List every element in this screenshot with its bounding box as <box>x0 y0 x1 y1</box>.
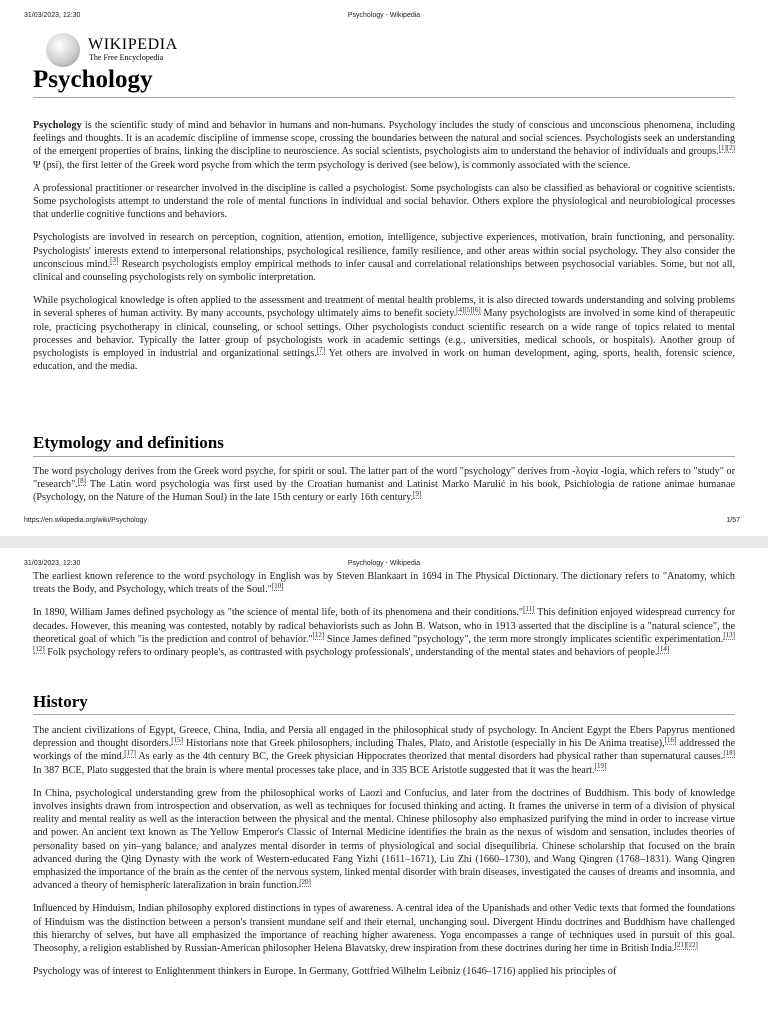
paragraph-practitioner: A professional practitioner or researcher involved in the discipline is called a psychologist. Some psychologists can also be classified as behavioral or cognitive scientists. Some psychologists attempt to understand the role of mental functions in individual and social behavior. Others explore the physiological and neurobiological processes that underlie cognitive functions and behaviors. <box>33 182 735 221</box>
citation[interactable]: [8] <box>77 476 86 485</box>
paragraph-text: The Latin word psychologia was first used by the Croatian humanist and Latinist Marko Marulić in his book, Psichiologia de ratione animae humanae (Psychology, on the Nature of the Human Soul) in the late 15th century or early 16th century. <box>33 479 735 504</box>
paragraph-intro <box>33 119 735 172</box>
paragraph-applications <box>33 294 735 373</box>
paragraph-text: is the scientific study of mind and behavior in humans and non-humans. Psychology includes the study of conscious and unconscious phenomena, including feelings and thoughts. It is an academic discipline of immense scope, crossing the boundaries between the natural and social sciences. Psychologists seek an understanding of the emergent properties of brains, linking the discipline to neuroscience. As social scientists, psychologists aim to understand the behavior of individuals and groups. <box>33 120 735 158</box>
section-heading-history: History <box>33 692 88 711</box>
page-title: Psychology <box>33 66 153 93</box>
citation[interactable]: [16] <box>664 735 677 744</box>
citation[interactable]: [15] <box>171 735 183 744</box>
paragraph-text: The word psychology derives from the Greek word psyche, for spirit or soul. The latter part of the word "psychology" derives from -λογία -logia, which refers to "study" or "research". <box>33 466 735 491</box>
article-body-2 <box>33 465 735 515</box>
citation[interactable]: [9] <box>413 490 422 499</box>
paragraph-text: The ancient civilizations of Egypt, Greece, China, India, and Persia all engaged in the philosophical study of psychology. In Ancient Egypt the Ebers Papyrus mentioned depression and thought disorders. <box>33 725 735 750</box>
citation[interactable]: [19] <box>594 762 607 771</box>
pdf-page-2 <box>0 548 768 1024</box>
paragraph-text: In 1890, William James defined psychology as "the science of mental life, both of its phenomena and their conditions." <box>33 607 524 619</box>
citation[interactable]: [1][2] <box>718 144 735 153</box>
citation[interactable]: [7] <box>316 345 325 354</box>
paragraph-text: Since James defined "psychology", the term more strongly implicates scientific experimentation. <box>324 633 724 645</box>
citation[interactable]: [14] <box>657 644 670 653</box>
citation[interactable]: [4][5][6] <box>456 306 481 315</box>
paragraph-text: The earliest known reference to the word psychology in English was by Steven Blankaart in 1694 in The Physical Dictionary. The dictionary refers to "Anatomy, which treats the Body, and Psychology, which treats of the Soul." <box>33 571 735 596</box>
citation[interactable]: [18] <box>723 749 735 758</box>
globe-icon <box>46 33 80 67</box>
paragraph-text: Folk psychology refers to ordinary people's, as contrasted with psychology professionals', understanding of the mental states and behaviors of people. <box>44 647 658 659</box>
paragraph-text: While psychological knowledge is often applied to the assessment and treatment of mental health problems, it is also directed towards understanding and solving problems in several spheres of human activity. By many accounts, psychology ultimately aims to benefit society. <box>33 295 735 320</box>
logo-tagline: The Free Encyclopedia <box>89 53 164 62</box>
paragraph-ancient-civilizations <box>33 724 735 777</box>
print-date: 31/03/2023, 12:30 <box>24 560 81 567</box>
citation[interactable]: [10] <box>271 581 284 590</box>
paragraph-china <box>33 787 735 893</box>
paragraph-william-james <box>33 606 735 659</box>
paragraph-text: In China, psychological understanding grew from the philosophical works of Laozi and Confucius, and later from the doctrines of Buddhism. This body of knowledge involves insights drawn from introspection and observation, as well as techniques for focused thinking and acting. It frames the universe in term of a division of physical reality and mental reality as well as the interaction between the physical and the mental. Chinese philosophy also emphasized purifying the mind in order to increase virtue and power. An ancient text known as The Yellow Emperor's Classic of Internal Medicine identifies the brain as the nexus of wisdom and sensation, includes theories of personality based on yin–yang balance, and analyzes mental disorder in terms of physiological and social disequilibria. Chinese scholarship that focused on the brain advanced during the Qing Dynasty with the work of Western-educated Fang Yizhi (1611–1671), Liu Zhi (1660–1730), and Wang Qingren (1768–1831). Wang Qingren emphasized the importance of the brain as the center of the nervous system, linked mental disorder with brain diseases, investigated the causes of dreams and insomnia, and advanced a theory of hemispheric lateralization in brain function. <box>33 787 735 892</box>
paragraph-text: Many psychologists are involved in some kind of therapeutic role, practicing psychotherapy in clinical, counseling, or school settings. Other psychologists conduct scientific research on a wide range of topics related to mental processes and behavior. Typically the latter group of psychologists work in academic settings (e.g., universities, medical schools, or hospitals). Another group of psychologists is employed in industrial and organizational settings. <box>33 308 735 360</box>
article-body-3 <box>33 570 735 669</box>
logo-wordmark: WIKIPEDIA <box>88 36 178 53</box>
paragraph-text: As early as the 4th century BC, the Greek physician Hippocrates theorized that mental disorders had physical rather than supernatural causes. <box>135 751 724 763</box>
title-divider <box>33 97 735 98</box>
lead-term: Psychology <box>33 120 82 131</box>
citation[interactable]: [12] <box>312 631 325 640</box>
paragraph-text: Historians note that Greek philosophers, including Thales, Plato, and Aristotle (especially in his De Anima treatise), <box>182 738 665 750</box>
citation[interactable]: [20] <box>299 877 311 886</box>
paragraph-text: Influenced by Hinduism, Indian philosophy explored distinctions in types of awareness. A central idea of the Upanishads and other Vedic texts that formed the foundations of Hinduism was the distinction between a person's transient mundane self and their eternal, unchanging soul. Divergent Hindu doctrines and Buddhism have challenged this hierarchy of selves, but have all emphasized the importance of reaching higher awareness. Yoga encompasses a range of techniques used in pursuit of this goal. Theosophy, a religion established by Russian-American philosopher Helena Blavatsky, drew inspiration from these doctrines during her time in British India. <box>33 903 735 955</box>
paragraph-text: In 387 BCE, Plato suggested that the brain is where mental processes take place, and in 335 BCE Aristotle suggested that it was the heart. <box>33 764 595 776</box>
paragraph-research <box>33 231 735 284</box>
print-header-title: Psychology - Wikipedia <box>347 12 421 19</box>
citation[interactable]: [21][22] <box>674 940 698 949</box>
paragraph-text: Research psychologists employ empirical methods to infer causal and correlational relationships between psychosocial variables. Some, but not all, clinical and counseling psychologists rely on symbolic interpretation. <box>33 258 735 284</box>
print-date: 31/03/2023, 12:30 <box>24 12 81 19</box>
citation[interactable]: [17] <box>124 749 136 758</box>
citation[interactable]: [13][12] <box>33 631 735 653</box>
citation[interactable]: [11] <box>523 605 535 614</box>
footer-page-number: 1/57 <box>726 517 740 524</box>
footer-url[interactable]: https://en.wikipedia.org/wiki/Psychology <box>24 517 147 524</box>
paragraph-etymology <box>33 465 735 505</box>
paragraph-text: addressed the workings of the mind. <box>33 738 735 763</box>
section-heading-etymology: Etymology and definitions <box>33 433 224 452</box>
paragraph-text: Psychologists are involved in research on perception, cognition, attention, emotion, intelligence, subjective experiences, motivation, brain functioning, and personality. Psychologists' interests extend to interpersonal relationships, psychological resilience, family resilience, and other areas within social psychology. They also consider the unconscious mind. <box>33 232 735 270</box>
paragraph-earliest-reference <box>33 570 735 596</box>
section-divider <box>33 714 735 715</box>
paragraph-enlightenment: Psychology was of interest to Enlightenment thinkers in Europe. In Germany, Gottfried Wilhelm Leibniz (1646–1716) applied his principles of <box>33 966 617 978</box>
paragraph-text: This definition enjoyed widespread currency for decades. However, this meaning was contested, notably by radical behaviorists such as John B. Watson, who in 1913 asserted that the discipline is a "natural science", the theoretical goal of which "is the prediction and control of behavior." <box>33 607 735 645</box>
article-body-4 <box>33 724 735 988</box>
citation[interactable]: [3] <box>110 256 119 265</box>
paragraph-text: Yet others are involved in work on human development, aging, sports, health, forensic science, education, and the media. <box>33 348 735 373</box>
section-divider <box>33 456 735 457</box>
article-body-1 <box>33 119 735 383</box>
paragraph-text: Ψ (psi), the first letter of the Greek word psyche from which the term psychology is derived (see below), is commonly associated with the science. <box>33 159 631 171</box>
print-header-title: Psychology - Wikipedia <box>347 560 421 567</box>
paragraph-india <box>33 902 735 955</box>
